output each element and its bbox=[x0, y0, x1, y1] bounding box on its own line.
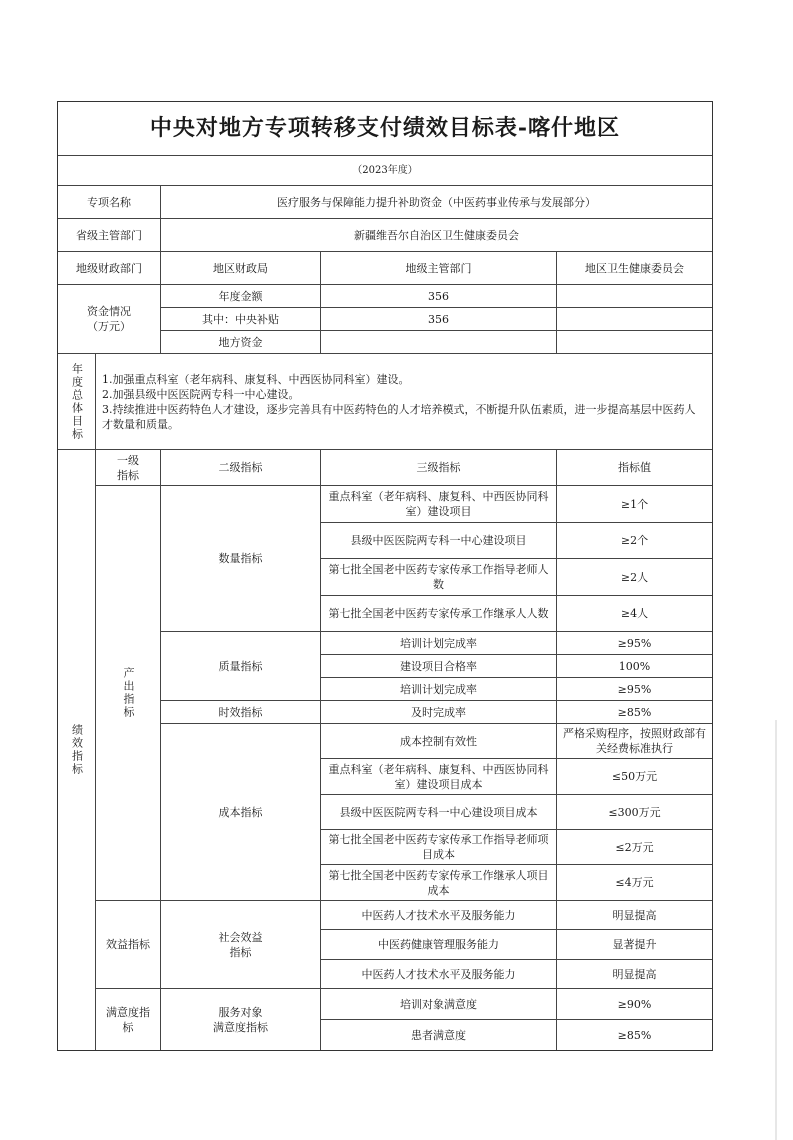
timeliness-row-name: 及时完成率 bbox=[321, 701, 557, 724]
social-row-value: 明显提高 bbox=[557, 901, 712, 930]
funds-local-value bbox=[321, 331, 557, 354]
cost-row-value: ≤4万元 bbox=[557, 865, 712, 901]
satisfaction-row-value: ≥85% bbox=[617, 1028, 652, 1042]
quality-indicator-label: 质量指标 bbox=[161, 632, 321, 701]
header-value: 指标值 bbox=[557, 450, 712, 486]
quantity-indicator-label: 数量指标 bbox=[161, 486, 321, 632]
prefecture-finance-bureau: 地区财政局 bbox=[161, 252, 321, 285]
goal-item: 2.加强县级中医医院两专科一中心建设。 bbox=[102, 388, 300, 401]
quantity-row-name: 第七批全国老中医药专家传承工作指导老师人数 bbox=[321, 559, 557, 596]
social-row-value: 明显提高 bbox=[557, 960, 712, 989]
annual-goal-label: 年度总体目标 bbox=[58, 354, 96, 450]
performance-target-table bbox=[57, 101, 713, 1051]
quantity-row-value: ≥2个 bbox=[557, 523, 712, 559]
social-row-value: 显著提升 bbox=[557, 930, 712, 960]
funds-local-extra bbox=[557, 331, 712, 354]
satisfaction-indicator-label: 满意度指 标 bbox=[96, 989, 161, 1050]
social-row-name: 中医药人才技术水平及服务能力 bbox=[321, 901, 557, 930]
cost-row-value: ≤50万元 bbox=[557, 759, 712, 795]
project-name-value: 医疗服务与保障能力提升补助资金（中医药事业传承与发展部分） bbox=[161, 186, 712, 219]
timeliness-indicator-label: 时效指标 bbox=[161, 701, 321, 724]
cost-row-name: 成本控制有效性 bbox=[321, 724, 557, 759]
cost-row-value: ≤300万元 bbox=[557, 795, 712, 830]
scan-artifact-line bbox=[775, 720, 777, 1140]
satisfaction-row-name: 患者满意度 bbox=[321, 1020, 557, 1050]
provincial-dept-value: 新疆维吾尔自治区卫生健康委员会 bbox=[161, 219, 712, 252]
quantity-row-value: ≥2人 bbox=[557, 559, 712, 596]
social-row-name: 中医药人才技术水平及服务能力 bbox=[321, 960, 557, 989]
prefecture-competent-value: 地区卫生健康委员会 bbox=[557, 252, 712, 285]
header-level1: 一级 指标 bbox=[96, 450, 161, 486]
funds-annual-value: 356 bbox=[321, 285, 557, 308]
goal-item: 1.加强重点科室（老年病科、康复科、中西医协同科室）建设。 bbox=[102, 373, 410, 386]
cost-indicator-label: 成本指标 bbox=[161, 724, 321, 901]
quality-row-value: ≥95% bbox=[557, 678, 712, 701]
social-row-name: 中医药健康管理服务能力 bbox=[321, 930, 557, 960]
performance-label: 绩效指标 bbox=[58, 450, 96, 1050]
funds-label: 资金情况 （万元） bbox=[58, 285, 161, 354]
cost-row-name: 县级中医医院两专科一中心建设项目成本 bbox=[321, 795, 557, 830]
funds-central-label: 其中：中央补贴 bbox=[161, 308, 321, 331]
output-indicator-label: 产出指标 bbox=[96, 486, 161, 901]
funds-annual-label: 年度金额 bbox=[161, 285, 321, 308]
quality-row-name: 建设项目合格率 bbox=[321, 655, 557, 678]
cost-row-name: 重点科室（老年病科、康复科、中西医协同科室）建设项目成本 bbox=[321, 759, 557, 795]
quantity-row-name: 县级中医医院两专科一中心建设项目 bbox=[321, 523, 557, 559]
funds-central-value: 356 bbox=[321, 308, 557, 331]
project-name-label: 专项名称 bbox=[58, 186, 161, 219]
header-level3: 三级指标 bbox=[321, 450, 557, 486]
annual-goal-text bbox=[96, 354, 712, 450]
quantity-row-value: ≥1个 bbox=[557, 486, 712, 523]
cost-row-value: ≤2万元 bbox=[557, 830, 712, 865]
cost-row-name: 第七批全国老中医药专家传承工作指导老师项目成本 bbox=[321, 830, 557, 865]
funds-central-extra bbox=[557, 308, 712, 331]
service-satisfaction-label: 服务对象 满意度指标 bbox=[161, 989, 321, 1050]
quantity-row-name: 重点科室（老年病科、康复科、中西医协同科室）建设项目 bbox=[321, 486, 557, 523]
timeliness-row-value: ≥85% bbox=[557, 701, 712, 724]
page-title: 中央对地方专项转移支付绩效目标表-喀什地区 bbox=[58, 102, 712, 156]
prefecture-competent-label: 地级主管部门 bbox=[321, 252, 557, 285]
goal-item: 3.持续推进中医药特色人才建设，逐步完善具有中医药特色的人才培养模式，不断提升队伍素质，进一步提高基层中医药人才数量和质量。 bbox=[102, 403, 696, 431]
header-level2: 二级指标 bbox=[161, 450, 321, 486]
quantity-row-name: 第七批全国老中医药专家传承工作继承人人数 bbox=[321, 596, 557, 632]
funds-annual-extra bbox=[557, 285, 712, 308]
prefecture-finance-label: 地级财政部门 bbox=[58, 252, 161, 285]
benefit-indicator-label: 效益指标 bbox=[96, 901, 161, 989]
satisfaction-row-name: 培训对象满意度 bbox=[321, 989, 557, 1020]
quality-row-name: 培训计划完成率 bbox=[321, 632, 557, 655]
year-label: （2023年度） bbox=[58, 156, 712, 186]
quantity-row-value: ≥4人 bbox=[557, 596, 712, 632]
quality-row-name: 培训计划完成率 bbox=[321, 678, 557, 701]
funds-local-label: 地方资金 bbox=[161, 331, 321, 354]
satisfaction-row-value: ≥90% bbox=[557, 989, 712, 1020]
cost-row-name: 第七批全国老中医药专家传承工作继承人项目成本 bbox=[321, 865, 557, 901]
provincial-dept-label: 省级主管部门 bbox=[58, 219, 161, 252]
social-benefit-label: 社会效益 指标 bbox=[161, 901, 321, 989]
quality-row-value: 100% bbox=[557, 655, 712, 678]
cost-row-value: 严格采购程序，按照财政部有关经费标准执行 bbox=[557, 724, 712, 759]
quality-row-value: ≥95% bbox=[557, 632, 712, 655]
